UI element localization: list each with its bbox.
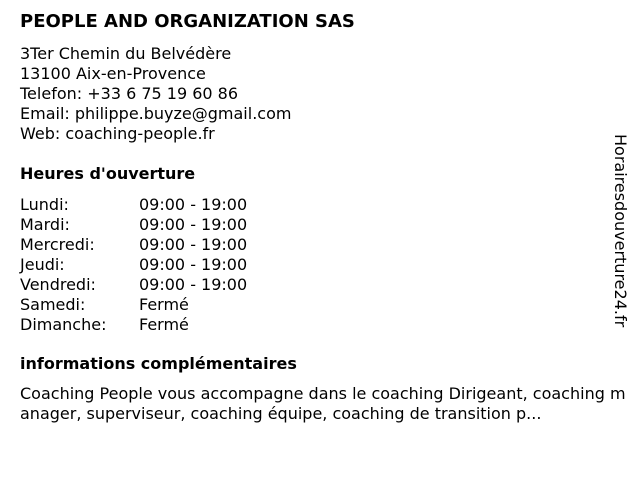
time-value: 09:00 - 19:00: [139, 215, 248, 234]
hours-row-monday: [20, 195, 247, 215]
day-label: Mardi:: [20, 215, 70, 234]
day-label: Samedi:: [20, 295, 86, 314]
contact-block: [20, 44, 291, 144]
hours-row-friday: [20, 275, 247, 295]
day-label: Dimanche:: [20, 315, 107, 334]
address-street: 3Ter Chemin du Belvédère: [20, 44, 232, 63]
day-label: Lundi:: [20, 195, 69, 214]
company-name: PEOPLE AND ORGANIZATION SAS: [20, 11, 355, 32]
hours-row-wednesday: [20, 235, 247, 255]
time-value: 09:00 - 19:00: [139, 195, 248, 214]
opening-hours-title: Heures d'ouverture: [20, 164, 196, 183]
time-value: 09:00 - 19:00: [139, 235, 248, 254]
day-label: Jeudi:: [20, 255, 65, 274]
time-value: 09:00 - 19:00: [139, 255, 248, 274]
website: Web: coaching-people.fr: [20, 124, 215, 143]
hours-row-sunday: [20, 315, 247, 335]
day-label: Mercredi:: [20, 235, 95, 254]
email-address: Email: philippe.buyze@gmail.com: [20, 104, 292, 123]
additional-info-text: Coaching People vous accompagne dans le coaching Dirigeant, coaching manager, superviseur, coaching équipe, coaching de transition p...: [20, 384, 626, 423]
address-city: 13100 Aix-en-Provence: [20, 64, 206, 83]
opening-hours-table: [20, 195, 247, 335]
hours-row-saturday: [20, 295, 247, 315]
day-label: Vendredi:: [20, 275, 96, 294]
time-value: Fermé: [139, 295, 189, 314]
phone-number: Telefon: +33 6 75 19 60 86: [20, 84, 239, 103]
time-value: 09:00 - 19:00: [139, 275, 248, 294]
hours-row-thursday: [20, 255, 247, 275]
time-value: Fermé: [139, 315, 189, 334]
hours-row-tuesday: [20, 215, 247, 235]
site-watermark: Horairesdouverture24.fr: [611, 134, 630, 328]
additional-info-title: informations complémentaires: [20, 354, 297, 373]
